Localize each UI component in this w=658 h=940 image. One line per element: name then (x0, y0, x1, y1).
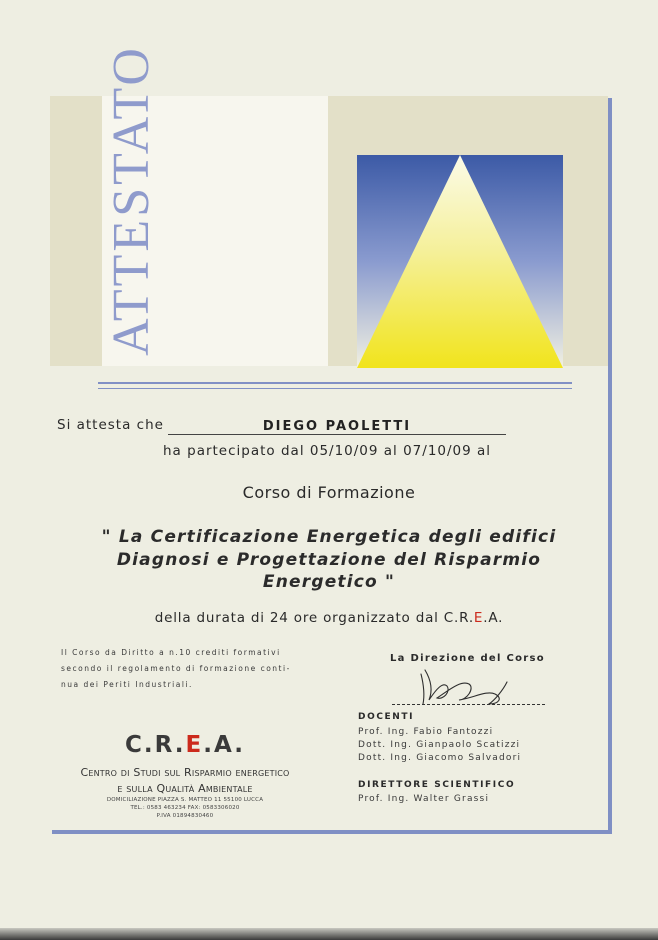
course-type: Corso di Formazione (242, 483, 416, 502)
crea-full-name-line2: e sulla Qualità Ambientale (117, 782, 253, 795)
course-title-line: " La Certificazione Energetica degli edifici (101, 527, 557, 547)
header-rule-thin (98, 388, 572, 389)
duration-text: della durata di 24 ore organizzato dal C.R. (154, 610, 474, 626)
certificate-title-text: ATTESTATO (102, 45, 160, 356)
participation-dates: ha partecipato dal 05/10/09 al 07/10/09 al (163, 443, 492, 459)
crea-logo-text: C.R. (125, 732, 186, 758)
crea-contacts: TEL.: 0583 463234 FAX: 0583306020 (130, 805, 240, 811)
course-direction-label: La Direzione del Corso (390, 653, 545, 664)
signature-line (392, 704, 545, 705)
credits-line: nua dei Periti Industriali. (61, 680, 193, 689)
certificate-title (96, 38, 166, 363)
header-panel-left (50, 96, 102, 366)
crea-address: DOMICILIAZIONE PIAZZA S. MATTEO 11 55100 LUCCA (106, 797, 264, 803)
credits-line: secondo il regolamento di formazione conti- (61, 664, 291, 673)
crea-logo-red-letter: E (185, 732, 204, 758)
docente-name: Dott. Ing. Giacomo Salvadori (358, 753, 522, 763)
attest-label: Si attesta che (57, 417, 164, 433)
header-rule (98, 382, 572, 384)
director-name: Prof. Ing. Walter Grassi (358, 794, 490, 804)
credits-line: Il Corso da Diritto a n.10 crediti formativi (61, 648, 281, 657)
course-title-line: Diagnosi e Progettazione del Risparmio (116, 550, 542, 570)
director-heading: DIRETTORE SCIENTIFICO (358, 780, 516, 790)
crea-logo-text-end: .A. (203, 732, 245, 758)
signature (403, 660, 518, 708)
recipient-name: DIEGO PAOLETTI (168, 419, 506, 435)
docente-name: Dott. Ing. Gianpaolo Scatizzi (358, 740, 521, 750)
crea-logo (0, 732, 370, 758)
duration-red-letter: E (473, 610, 484, 626)
crea-full-name: Centro di Studi sul Risparmio energetico (80, 766, 290, 779)
course-title-line: Energetico " (262, 572, 396, 592)
credits-note (61, 645, 316, 693)
course-duration (0, 610, 658, 626)
crea-vat: P.IVA 01894830460 (156, 813, 214, 819)
duration-text-end: .A. (483, 610, 504, 626)
docenti-heading: DOCENTI (358, 712, 415, 722)
docente-name: Prof. Ing. Fabio Fantozzi (358, 727, 494, 737)
scan-edge (0, 928, 658, 940)
pyramid-emblem (357, 155, 563, 368)
